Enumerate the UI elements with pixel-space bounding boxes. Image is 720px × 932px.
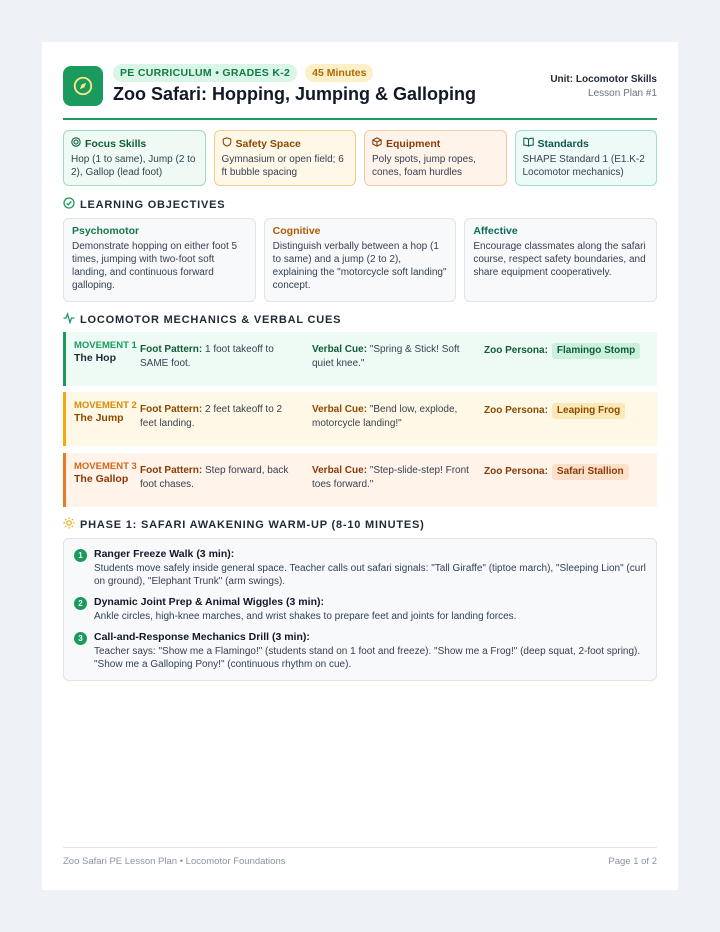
list-item: [74, 631, 646, 671]
zoo-persona: Zoo Persona: Leaping Frog: [484, 403, 644, 419]
verbal-cue: Verbal Cue: "Bend low, explode, motorcycle landing!": [312, 404, 458, 429]
lesson-plan-page: [42, 42, 678, 890]
card-body: Gymnasium or open field; 6 ft bubble spacing: [221, 154, 344, 178]
verbal-cue: Verbal Cue: "Step-slide-step! Front toes forward.": [312, 465, 469, 490]
objective-title: Cognitive: [272, 225, 321, 237]
persona-tag: Leaping Frog: [552, 403, 625, 419]
lesson-number: Lesson Plan #1: [588, 88, 657, 99]
book-icon: [523, 137, 534, 151]
persona-tag: Flamingo Stomp: [552, 343, 640, 359]
verbal-cue: Verbal Cue: "Spring & Stick! Soft quiet knee.": [312, 344, 460, 369]
pulse-icon: [63, 312, 75, 327]
card-title: Safety Space: [235, 137, 301, 150]
page-title: Zoo Safari: Hopping, Jumping & Galloping: [113, 84, 476, 104]
section-heading-label: PHASE 1: SAFARI AWAKENING WARM-UP (8-10 MINUTES): [80, 518, 425, 531]
movement-kicker: MOVEMENT 2: [74, 400, 137, 411]
card-body: Hop (1 to same), Jump (2 to 2), Gallop (lead foot): [71, 154, 196, 178]
objectives-heading: [63, 197, 225, 212]
objectives-list: [63, 218, 657, 302]
phase1-steps: [63, 538, 657, 681]
movement-name: The Hop: [74, 352, 116, 364]
foot-pattern: Foot Pattern: 1 foot takeoff to SAME foot.: [140, 344, 274, 369]
footer-divider: [63, 847, 657, 848]
objective-title: Affective: [473, 225, 518, 237]
zoo-persona: Zoo Persona: Safari Stallion: [484, 464, 644, 480]
card-title: Focus Skills: [85, 137, 147, 150]
equipment-card: [364, 130, 507, 186]
step-title: Ranger Freeze Walk (3 min):: [94, 548, 235, 560]
list-item: [74, 596, 646, 623]
box-icon: [372, 137, 382, 151]
movement-kicker: MOVEMENT 1: [74, 340, 137, 351]
check-circle-icon: [63, 197, 75, 212]
step-body: Teacher says: "Show me a Flamingo!" (students stand on 1 foot and freeze). "Show me a Frog!" (deep squat, 2-foot spring). "Show me a Galloping Pony!" (continuous rhythm on cue).: [94, 646, 641, 670]
movement-kicker: MOVEMENT 3: [74, 461, 137, 472]
footer-left: Zoo Safari PE Lesson Plan • Locomotor Foundations: [63, 856, 286, 867]
objective-cognitive: [264, 218, 457, 302]
step-body: Students move safely inside general space. Teacher calls out safari signals: "Tall Giraffe" (tiptoe march), "Sleeping Lion" (curl on ground), "Elephant Trunk" (arm swings).: [94, 563, 646, 587]
phase1-heading: [63, 517, 425, 532]
card-body: SHAPE Standard 1 (E1.K-2 Locomotor mechanics): [522, 154, 645, 178]
target-icon: [71, 137, 81, 151]
unit-info: [550, 73, 657, 101]
objective-body: Encourage classmates along the safari course, respect safety boundaries, and share equipment cooperatively.: [473, 241, 646, 278]
list-item: [74, 548, 646, 588]
persona-tag: Safari Stallion: [552, 464, 629, 480]
compass-icon: [63, 66, 103, 106]
objective-body: Distinguish verbally between a hop (1 to same) and a jump (2 to 2), explaining the "motorcycle soft landing" concept.: [272, 241, 447, 291]
step-body: Ankle circles, high-knee marches, and wrist shakes to prepare feet and joints for landing forces.: [94, 611, 517, 622]
step-title: Call-and-Response Mechanics Drill (3 min):: [94, 631, 310, 643]
movement-name: The Jump: [74, 412, 124, 424]
step-title: Dynamic Joint Prep & Animal Wiggles (3 min):: [94, 596, 324, 608]
objective-psychomotor: [63, 218, 256, 302]
standards-card: [515, 130, 658, 186]
step-number: 3: [74, 632, 87, 645]
sun-icon: [63, 517, 75, 532]
unit-name: Unit: Locomotor Skills: [550, 74, 657, 85]
movement-hop: [63, 332, 657, 386]
objective-title: Psychomotor: [72, 225, 140, 237]
objective-body: Demonstrate hopping on either foot 5 times, jumping with two-foot soft landing, and continuous forward galloping.: [72, 241, 238, 291]
movement-gallop: [63, 453, 657, 507]
focus-skills-card: [63, 130, 206, 186]
zoo-persona: Zoo Persona: Flamingo Stomp: [484, 343, 644, 359]
movement-name: The Gallop: [74, 473, 129, 485]
foot-pattern: Foot Pattern: Step forward, back foot chases.: [140, 465, 289, 490]
safety-space-card: [214, 130, 357, 186]
curriculum-badge: PE CURRICULUM • GRADES K-2: [113, 64, 297, 82]
step-number: 1: [74, 549, 87, 562]
page-number: Page 1 of 2: [608, 856, 657, 867]
header-divider: [63, 118, 657, 120]
section-heading-label: LOCOMOTOR MECHANICS & VERBAL CUES: [80, 313, 342, 326]
foot-pattern: Foot Pattern: 2 feet takeoff to 2 feet landing.: [140, 404, 283, 429]
section-heading-label: LEARNING OBJECTIVES: [80, 198, 226, 211]
header-badges: [113, 64, 373, 82]
step-number: 2: [74, 597, 87, 610]
objective-affective: [464, 218, 657, 302]
shield-icon: [222, 137, 232, 151]
duration-badge: 45 Minutes: [305, 64, 373, 82]
card-title: Standards: [537, 137, 589, 150]
card-body: Poly spots, jump ropes, cones, foam hurdles: [372, 154, 476, 178]
info-cards: [63, 130, 657, 186]
movement-jump: [63, 392, 657, 446]
mechanics-heading: [63, 312, 341, 327]
card-title: Equipment: [386, 137, 441, 150]
